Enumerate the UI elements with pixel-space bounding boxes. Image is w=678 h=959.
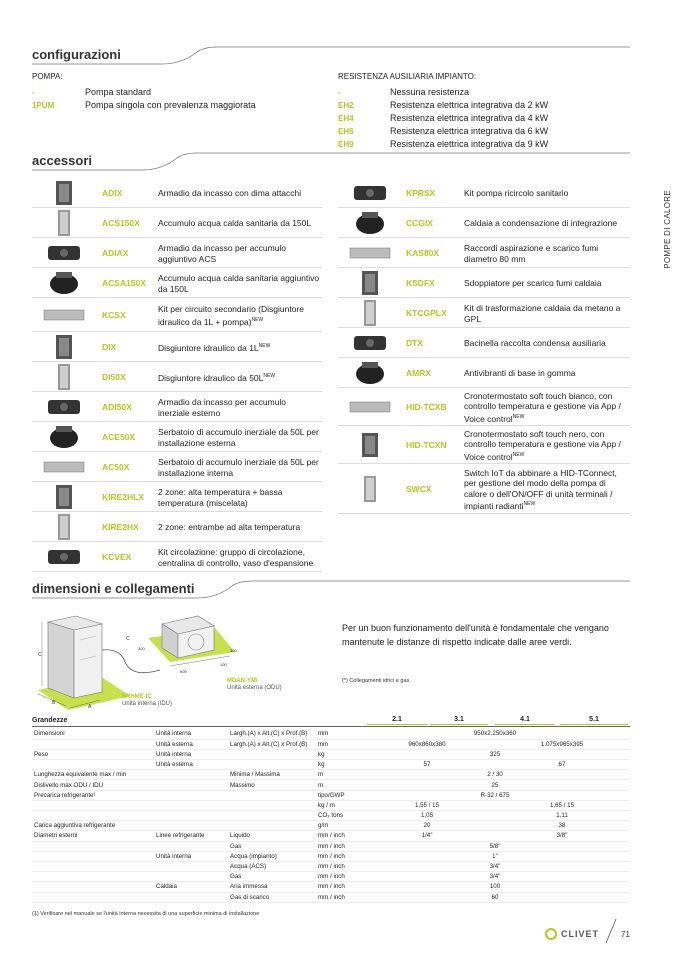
table-row [32,739,630,749]
sub-cell [154,821,228,831]
sub-cell: Unità esterna [154,760,228,770]
detail-cell: Acqua (ACS) [228,861,316,871]
unit-cell: mm / inch [316,892,360,902]
detail-cell [228,749,316,759]
svg-text:100: 100 [220,662,227,667]
value-cell: 3/4" [360,861,630,871]
unit-cell: mm [316,729,360,739]
accessori-title: accessori [32,153,92,168]
accessory-code: DI50X [102,372,126,382]
param-cell [32,811,154,821]
resistenza-label: RESISTENZA AUSILIARIA IMPIANTO: [338,72,477,81]
svg-text:C: C [126,636,130,642]
sub-cell [154,790,228,800]
param-cell [32,760,154,770]
value-cell: 3/8" [494,831,630,841]
sub-cell: Linee refrigerante [154,831,228,841]
unit-cell: mm / inch [316,882,360,892]
value-cell: 1,05 [360,811,494,821]
outdoor-model: MDAN-YMi [227,678,258,684]
accessory-code: KTCGPLX [406,308,447,318]
table-row [32,790,630,800]
value-cell: 100 [360,882,630,892]
accessory-row-kas80x [338,238,630,268]
footnote: (1) Verificare nel manuale se l'unità interna necessita di una superficie minima di installazione [32,911,260,917]
unit-cell: mm / inch [316,861,360,871]
detail-cell: Massimo [228,780,316,790]
svg-text:300: 300 [138,646,145,651]
unit-cell: m [316,770,360,780]
value-cell: 1/4" [360,831,494,841]
accessory-row-adix [32,178,322,208]
accessory-image [340,476,400,502]
table-row [32,841,630,851]
detail-cell [228,760,316,770]
table-top-rule [32,726,630,727]
accessory-image [340,300,400,326]
resistenza-item: EH2 Resistenza elettrica integrativa da 2 kW [338,100,549,110]
footer-divider [604,918,618,944]
accessory-code: HID-TCXN [406,440,447,450]
detail-cell: Acqua (impianto) [228,851,316,861]
accessory-description: Disgiuntore idraulico da $1L^{NEW}$ [158,343,271,354]
accessory-description: Cronotermostato soft touch bianco, con controllo temperatura e gestione via App / Voice control$^{NEW}$ [464,390,621,424]
accessory-code: KPRSX [406,188,436,198]
sub-cell [154,841,228,851]
accessory-code: ADI50X [102,402,132,412]
value-cell: 1.075x965x395 [494,739,630,749]
pompa-item: 1PUM Pompa singola con prevalenza maggiorata [32,100,256,110]
config-rule [32,44,632,66]
value-cell: 325 [360,749,630,759]
accessory-image [34,544,94,570]
value-cell: 67 [494,760,630,770]
accessory-description: Kit di trasformazione caldaia da metano a GPL [464,303,621,324]
accessory-image [34,210,94,236]
installation-diagram [30,600,290,712]
accessory-row-dix [32,332,322,362]
param-cell: Lunghezza equivalente max / min [32,770,154,780]
accessory-description: Serbatoio di accumulo inerziale da 50L per installazione esterna [158,427,319,448]
value-cell: 60 [360,892,630,902]
accessory-image [34,240,94,266]
accessory-description: Kit circolazione: gruppo di circolazione, centralina di controllo, vaso d'espansione [158,547,314,568]
accessory-description: Bacinella raccolta condensa ausiliaria [464,338,606,349]
accessory-image [340,432,400,458]
table-row [32,800,630,810]
size-2-1: 2.1 [367,716,427,725]
value-cell: 25 [360,780,630,790]
accessory-image [34,302,94,328]
dimensioni-rule [32,578,632,600]
sub-cell [154,811,228,821]
resistenza-item: EH4 Resistenza elettrica integrativa da 4 kW [338,113,549,123]
detail-cell: Gas [228,872,316,882]
unit-cell: kg [316,760,360,770]
table-row [32,861,630,871]
accessory-row-adiax [32,238,322,268]
accessory-image [34,514,94,540]
param-cell [32,800,154,810]
detail-cell [228,821,316,831]
accessory-code: ADIX [102,188,123,198]
accessory-row-ace50x [32,422,322,452]
accessory-row-dtx [338,328,630,358]
value-cell: 1,55 / 15 [360,800,494,810]
accessory-image [340,240,400,266]
accessory-code: ADIAX [102,248,129,258]
table-row [32,831,630,841]
detail-cell: Largh.(A) x Alt.(C) x Prof.(B) [228,729,316,739]
accessory-image [340,180,400,206]
svg-text:300: 300 [230,648,237,653]
accessory-code: KSDFX [406,278,435,288]
table-row [32,892,630,902]
svg-text:C: C [38,652,42,658]
accessory-image [34,454,94,480]
table-row [32,760,630,770]
accessory-description: Armadio da incasso con dima attacchi [158,188,302,199]
unit-cell: kg / m [316,800,360,810]
sub-cell [154,892,228,902]
accessory-code: KCVEX [102,552,132,562]
unit-cell: mm / inch [316,831,360,841]
accessory-row-kcvex [32,542,322,572]
sub-cell [154,800,228,810]
accessory-description: Sdoppiatore per scarico fumi caldaia [464,278,602,289]
accessory-row-kcsx [32,298,322,332]
detail-cell: Gas [228,841,316,851]
param-cell [32,882,154,892]
accessory-code: AMRX [406,368,432,378]
page-number: 71 [621,930,630,939]
unit-cell: CO₂ tons [316,811,360,821]
param-cell [32,892,154,902]
param-cell [32,872,154,882]
accessory-row-ksdfx [338,268,630,298]
accessory-code: KAS80X [406,248,440,258]
svg-text:A: A [88,704,92,710]
accessory-row-ccgix [338,208,630,238]
param-cell [32,841,154,851]
pompa-item: - Pompa standard [32,87,152,97]
indoor-label: Unità interna (IDU) [122,701,173,707]
accessory-description: Serbatoio di accumulo inerziale da 50L per installazione interna [158,457,319,478]
size-3-1: 3.1 [430,716,488,725]
accessory-image [34,270,94,296]
value-cell: 960x860x380 [360,739,494,749]
accessory-row-kprsx [338,178,630,208]
accessory-image [34,484,94,510]
grandezze-label: Grandezze [32,717,68,724]
param-cell: Dimensioni [32,729,154,739]
accessory-description: Switch IoT da abbinare a HID-TConnect, per gestione del modo della pompa di calore o dell'ON/OFF di unità terminali / impianti radianti$^{NEW}$ [464,467,617,511]
sub-cell: Unità esterna [154,739,228,749]
table-row [32,729,630,739]
accessory-description: Armadio da incasso per accumulo aggiuntivo ACS [158,243,287,264]
size-4-1: 4.1 [495,716,555,725]
param-cell [32,739,154,749]
param-cell: Diametri esterni [32,831,154,841]
dimensioni-title: dimensioni e collegamenti [32,581,195,596]
accessory-row-ktcgplx [338,298,630,328]
accessory-description: Kit per circuito secondario (Disgiuntore idraulico da 1L + pompa)$^{NEW}$ [158,304,304,327]
accessory-row-amrx [338,358,630,388]
value-cell: 950x2.250x360 [360,729,630,739]
sub-cell [154,780,228,790]
accessory-row-di50x [32,362,322,392]
accessory-row-acs150x [32,208,322,238]
detail-cell: Gas di scarico [228,892,316,902]
accessory-description: 2 zone: alta temperatura + bassa temperatura (miscelata) [158,487,283,508]
detail-cell: Minima / Massima [228,770,316,780]
accessory-image [34,180,94,206]
sub-cell: Unità interna [154,729,228,739]
detail-cell [228,811,316,821]
accessory-code: ACE50X [102,432,136,442]
value-cell: R-32 / 675 [360,790,630,800]
svg-text:600: 600 [180,669,187,674]
param-cell: Peso [32,749,154,759]
accessory-image [34,394,94,420]
accessory-description: Raccordi aspirazione e scarico fumi diametro 80 mm [464,243,599,264]
accessory-description: Accumulo acqua calda sanitaria aggiuntivo da 150L [158,273,320,294]
value-cell: 1,65 / 15 [494,800,630,810]
unit-cell: mm [316,739,360,749]
table-header [32,716,630,725]
accessory-code: KCSX [102,310,126,320]
pompa-label: POMPA: [32,72,63,81]
accessory-row-kire2hlx [32,482,322,512]
accessory-code: DIX [102,342,117,352]
accessory-image [34,424,94,450]
detail-cell [228,800,316,810]
table-row [32,770,630,780]
accessory-description: Caldaia a condensazione di integrazione [464,218,618,229]
accessory-code: KIRE2HLX [102,492,145,502]
accessory-description: Kit pompa ricircolo sanitario [464,188,569,199]
param-cell: Precarica refrigerante¹ [32,790,154,800]
clivet-logo-icon [545,928,557,940]
accessori-right-list [338,178,630,523]
accessory-code: KIRE2HX [102,522,139,532]
config-title: configurazioni [32,47,121,62]
accessory-code: CCGIX [406,218,433,228]
detail-cell [228,790,316,800]
accessory-code: SWCX [406,484,432,494]
accessory-image [340,360,400,386]
accessory-image [34,364,94,390]
table-row [32,780,630,790]
table-row [32,872,630,882]
param-cell [32,861,154,871]
size-5-1: 5.1 [560,716,628,725]
unit-cell: kg [316,749,360,759]
accessory-row-hid-tcxb [338,388,630,426]
accessory-image [34,334,94,360]
value-cell: 20 [360,821,494,831]
resistenza-item: - Nessuna resistenza [338,87,470,97]
table-row [32,811,630,821]
sub-cell [154,872,228,882]
side-tab: POMPE DI CALORE [663,190,672,269]
unit-cell: tipo/GWP [316,790,360,800]
accessory-description: Armadio da incasso per accumulo inerziale esterno [158,397,287,418]
indoor-model: SRHME-IC [122,694,152,700]
sub-cell: Unità interna [154,851,228,861]
value-cell: 3/4" [360,872,630,882]
sub-cell: Caldaia [154,882,228,892]
accessory-image [340,210,400,236]
accessory-code: ACSA150X [102,278,146,288]
accessory-description: Disgiuntore idraulico da $50L^{NEW}$ [158,373,276,384]
param-cell: Dislivello max ODU / IDU [32,780,154,790]
table-row [32,882,630,892]
accessory-description: Antivibranti di base in gomma [464,368,576,379]
unit-cell: mm / inch [316,841,360,851]
resistenza-item: EH6 Resistenza elettrica integrativa da 6 kW [338,126,549,136]
value-cell: 38 [494,821,630,831]
brand-name: CLIVET [561,929,600,939]
unit-cell: mm / inch [316,851,360,861]
accessory-image [340,394,400,420]
accessory-row-ac50x [32,452,322,482]
detail-cell: Liquido [228,831,316,841]
accessory-row-swcx [338,464,630,514]
accessory-description: Cronotermostato soft touch nero, con controllo temperatura e gestione via App / Voice control$^{NEW}$ [464,428,621,462]
accessory-image [340,330,400,356]
accessory-code: AC50X [102,462,130,472]
value-cell: 1" [360,851,630,861]
sub-cell [154,861,228,871]
param-cell: Carica aggiuntiva refrigerante [32,821,154,831]
accessory-description: Accumulo acqua calda sanitaria da 150L [158,218,312,229]
sub-cell [154,770,228,780]
value-cell: 57 [360,760,494,770]
table-row [32,821,630,831]
unit-cell: g/m [316,821,360,831]
collegamenti-note: (*) Collegamenti idrici e gas [342,678,410,684]
accessori-rule [32,150,632,172]
accessory-row-acsa150x [32,268,322,298]
unit-cell: mm / inch [316,872,360,882]
resistenza-list [338,86,628,151]
accessory-code: ACS150X [102,218,140,228]
outdoor-label: Unità esterna (ODU) [227,685,282,691]
value-cell: 1,11 [494,811,630,821]
accessory-image [340,270,400,296]
accessory-row-hid-tcxn [338,426,630,464]
accessory-code: HID-TCXB [406,402,447,412]
sub-cell: Unità interna [154,749,228,759]
value-cell: 2 / 30 [360,770,630,780]
detail-cell: Largh.(A) x Alt.(C) x Prof.(B) [228,739,316,749]
accessori-left-list [32,178,322,578]
svg-text:B: B [52,700,56,706]
pompa-list [32,86,322,112]
detail-cell: Aria immessa [228,882,316,892]
param-cell [32,851,154,861]
accessory-code: DTX [406,338,423,348]
unit-cell: m [316,780,360,790]
table-row [32,851,630,861]
accessory-row-adi50x [32,392,322,422]
indoor-unit [48,622,74,698]
resistenza-item: EH9 Resistenza elettrica integrativa da 9 kW [338,139,549,149]
clearance-note: Per un buon funzionamento dell'unità è fondamentale che vengano mantenute le distanze di rispetto indicate dalle aree verdi. [342,623,609,647]
accessory-row-kire2hx [32,512,322,542]
value-cell: 5/8" [360,841,630,851]
spec-table [32,729,630,903]
accessory-description: 2 zone: entrambe ad alta temperatura [158,522,301,533]
table-row [32,749,630,759]
